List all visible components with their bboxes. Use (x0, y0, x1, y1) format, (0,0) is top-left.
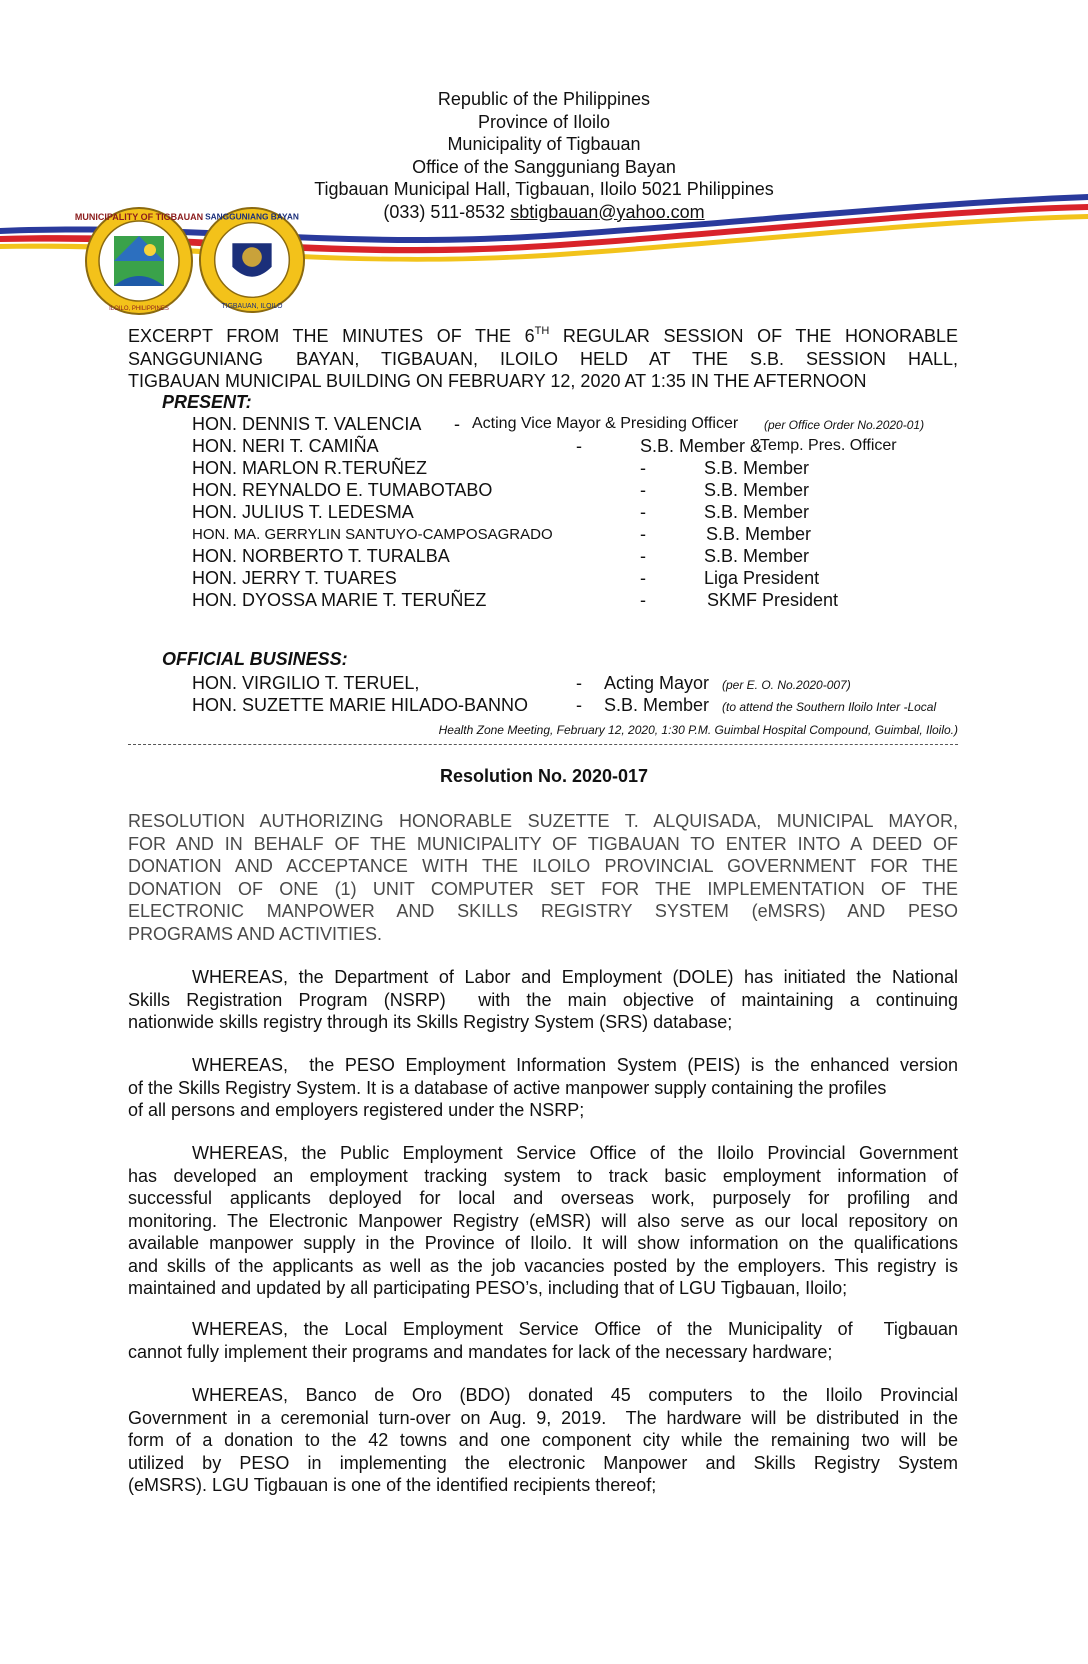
resolution-title-line: ELECTRONIC MANPOWER AND SKILLS REGISTRY SYSTEM (eMSRS) AND PESO (128, 901, 958, 921)
letterhead-office: Office of the Sangguniang Bayan (412, 156, 676, 177)
letterhead-province: Province of Iloilo (477, 111, 611, 132)
letterhead-municipality: Municipality of Tigbauan (447, 134, 641, 154)
letterhead-address: Tigbauan Municipal Hall, Tigbauan, Iloilo 5021 Philippines (314, 179, 774, 199)
minutes-excerpt (128, 325, 958, 393)
resolution-title-line: DONATION AND ACCEPTANCE WITH THE ILOILO PROVINCIAL GOVERNMENT FOR THE (128, 856, 958, 876)
excerpt-line-3: TIGBAUAN MUNICIPAL BUILDING ON FEBRUARY 12, 2020 AT 1:35 IN THE AFTERNOON (128, 371, 867, 391)
resolution-title-line: RESOLUTION AUTHORIZING HONORABLE SUZETTE T. ALQUISADA, MUNICIPAL MAYOR, (128, 811, 958, 831)
resolution-title-line: FOR AND IN BEHALF OF THE MUNICIPALITY OF TIGBAUAN TO ENTER INTO A DEED OF (128, 833, 958, 854)
resolution-title-line: PROGRAMS AND ACTIVITIES. (128, 923, 383, 944)
present-heading: PRESENT: (162, 392, 252, 412)
resolution-title (128, 810, 958, 945)
seal-left-text: MUNICIPALITY OF TIGBAUAN (74, 212, 204, 222)
resolution-title-line: DONATION OF ONE (1) UNIT COMPUTER SET FOR THE IMPLEMENTATION OF THE (128, 878, 958, 899)
letterhead (0, 88, 1088, 223)
resolution-number: Resolution No. 2020-017 (439, 766, 649, 786)
excerpt-line-1: EXCERPT FROM THE MINUTES OF THE 6TH REGULAR SESSION OF THE HONORABLE (128, 325, 958, 346)
letterhead-email-link[interactable]: sbtigbauan@yahoo.com (510, 201, 705, 222)
whereas-paragraph: WHEREAS, the PESO Employment Information System (PEIS) is the enhanced version of the Skills Registry System. It is a database of active manpower supply containing the profiles of all persons and employers registered under the NSRP; (128, 1055, 958, 1120)
whereas-paragraph: WHEREAS, Banco de Oro (BDO) donated 45 computers to the Iloilo Provincial Government in a ceremonial turn-over on Aug. 9, 2019. The hardware will be distributed in the form of a donation to the 42 towns and one component city while the remaining two will be utilized by PESO in implementing the electronic Manpower and Skills Registry System (eMSRS). LGU Tigbauan is one of the identified recipients thereof; (128, 1385, 958, 1495)
seal-right-bottom: TIGBAUAN, ILOILO (221, 303, 283, 311)
seal-right-text: SANGGUNIANG BAYAN (205, 211, 299, 222)
section-divider (128, 744, 958, 745)
letterhead-contact (0, 201, 1088, 224)
whereas-paragraph: WHEREAS, the Department of Labor and Employment (DOLE) has initiated the National Skills Registration Program (NSRP) with the main objective of maintaining a continuing nationwide skills registry through its Skills Registry System (SRS) database; (128, 967, 958, 1032)
letterhead-phone: (033) 511-8532 (383, 201, 506, 222)
whereas-paragraph: WHEREAS, the Public Employment Service Office of the Iloilo Provincial Government has developed an employment tracking system to track basic employment information of successful applicants deployed for local and overseas work, purposely for profiling and monitoring. The Electronic Manpower Registry (eMSR) will also serve as our local repository on available manpower supply in the Province of Iloilo. It will show information on the qualifications and skills of the applicants as well as the job vacancies posted by the employers. This registry is maintained and updated by all participating PESO’s, including that of LGU Tigbauan, Iloilo; (128, 1143, 958, 1298)
letterhead-republic: Republic of the Philippines (437, 89, 651, 109)
whereas-paragraph: WHEREAS, the Local Employment Service Office of the Municipality of Tigbauan cannot fully implement their programs and mandates for lack of the necessary hardware; (128, 1319, 958, 1362)
official-business-note: Health Zone Meeting, February 12, 2020, 1:30 P.M. Guimbal Hospital Compound, Guimbal, Iloilo.) (438, 723, 958, 737)
seal-left-bottom: ILOILO, PHILIPPINES (109, 306, 169, 312)
official-business-heading: OFFICIAL BUSINESS: (162, 649, 348, 669)
excerpt-line-2: SANGGUNIANG BAYAN, TIGBAUAN, ILOILO HELD AT THE S.B. SESSION HALL, (128, 348, 958, 369)
